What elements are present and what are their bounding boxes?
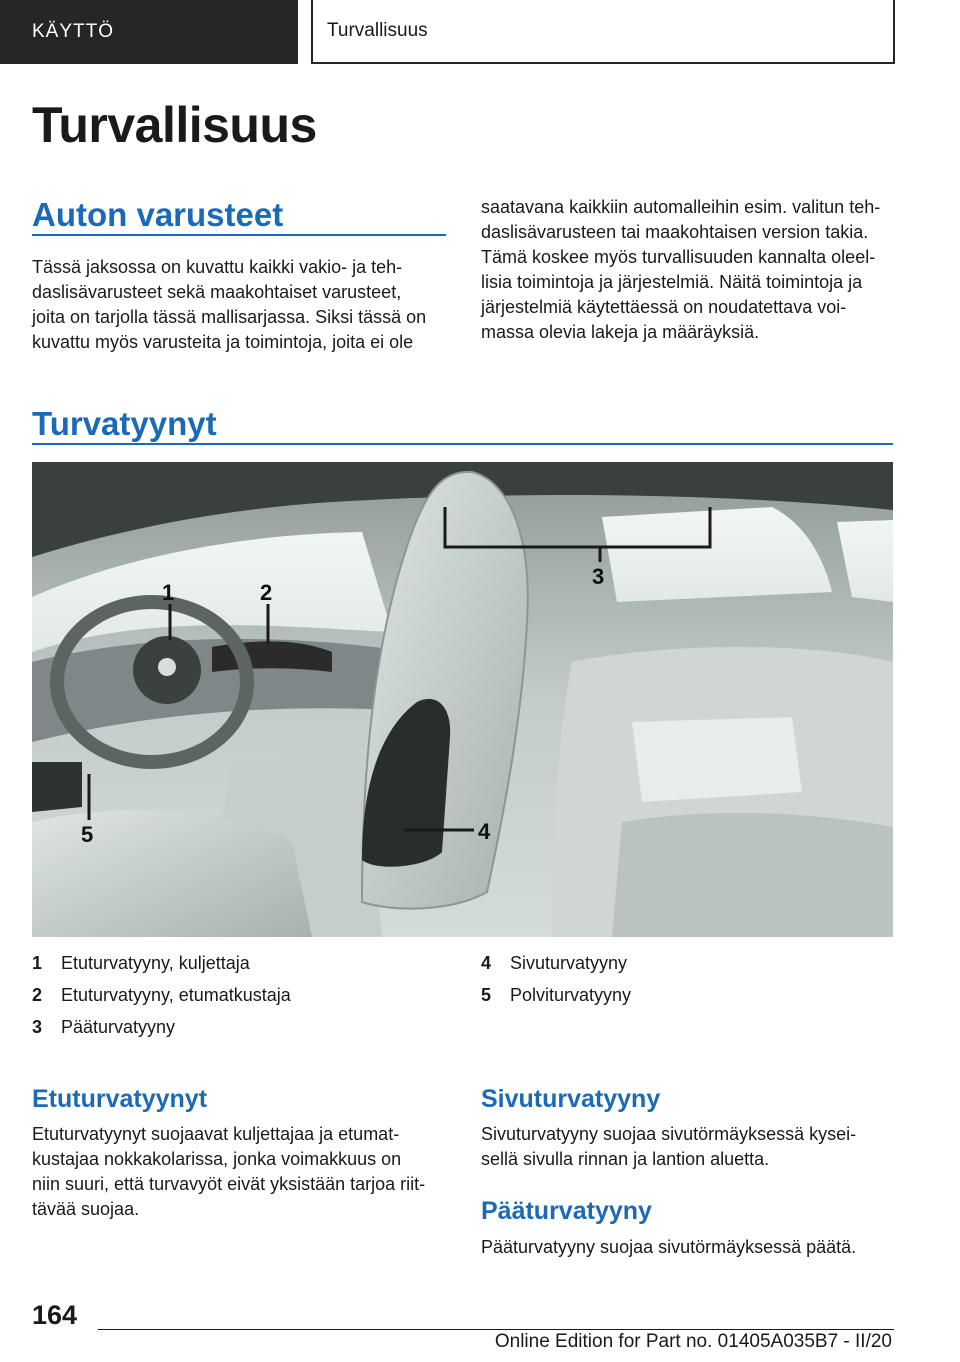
callout-2: 2 bbox=[260, 580, 273, 605]
callout-4: 4 bbox=[478, 819, 491, 844]
airbags-heading-rule bbox=[32, 443, 893, 445]
legend-num: 1 bbox=[32, 952, 43, 973]
legend-num: 2 bbox=[32, 984, 43, 1005]
head-airbag-text: Pääturvatyyny suojaa sivutörmäyksessä päätä. bbox=[481, 1237, 857, 1257]
legend-label: Etuturvatyyny, kuljettaja bbox=[61, 952, 250, 973]
legend-label: Sivuturvatyyny bbox=[510, 952, 628, 973]
side-airbag-heading: Sivuturvatyyny bbox=[481, 1085, 661, 1113]
page-title: Turvallisuus bbox=[32, 97, 317, 153]
side-airbag-text: Sivuturvatyyny suojaa sivutörmäyksessä kysei- sellä sivulla rinnan ja lantion aluetta. bbox=[481, 1124, 857, 1169]
callout-5: 5 bbox=[81, 822, 94, 847]
car-interior-illustration bbox=[32, 462, 893, 937]
airbags-heading: Turvatyynyt bbox=[32, 405, 217, 442]
legend-label: Polviturvatyyny bbox=[510, 984, 632, 1005]
legend-label: Pääturvatyyny bbox=[61, 1016, 176, 1037]
page-header bbox=[0, 0, 960, 66]
chapter-tab: Turvallisuus bbox=[311, 0, 895, 64]
legend-item bbox=[481, 979, 631, 1011]
legend-label: Etuturvatyyny, etumatkustaja bbox=[61, 984, 291, 1005]
front-airbags-text: Etuturvatyynyt suojaavat kuljettajaa ja etumat- kustajaa nokkakolarissa, jonka voimakkuus on niin suuri, että turvavyöt eivät yksistään tarjoa riit- tävää suojaa. bbox=[32, 1124, 426, 1219]
head-airbag-heading: Pääturvatyyny bbox=[481, 1197, 652, 1225]
figure-legend-right bbox=[481, 947, 631, 1011]
page-number: 164 bbox=[32, 1300, 78, 1330]
legend-num: 4 bbox=[481, 952, 492, 973]
figure-legend-left bbox=[32, 947, 291, 1043]
legend-item bbox=[481, 947, 631, 979]
airbag-locations-figure bbox=[32, 462, 893, 937]
legend-num: 5 bbox=[481, 984, 492, 1005]
front-airbags-heading: Etuturvatyynyt bbox=[32, 1085, 208, 1113]
footer-edition: Online Edition for Part no. 01405A035B7 - II/20 bbox=[494, 1331, 892, 1352]
legend-item bbox=[32, 947, 291, 979]
callout-3: 3 bbox=[592, 564, 605, 589]
callout-1: 1 bbox=[162, 580, 175, 605]
equipment-text-right: saatavana kaikkiin automalleihin esim. valitun teh- daslisävarusteen tai maakohtaisen version takia. Tämä koskee myös turvallisuuden kannalta oleel- lisia toimintoja ja järjestelmiä. Näitä toimintoja ja järjestelmiä käytettäessä on noudatettava voi- massa olevia lakeja ja määräyksiä. bbox=[481, 197, 881, 342]
footer-rule bbox=[98, 1329, 894, 1330]
legend-item bbox=[32, 979, 291, 1011]
equipment-heading: Auton varusteet bbox=[32, 196, 284, 233]
equipment-text-left: Tässä jaksossa on kuvattu kaikki vakio- ja teh- daslisävarusteet sekä maakohtaiset varusteet, joita on tarjolla tässä mallisarjassa. Siksi tässä on kuvattu myös varusteita ja toimintoja, joita ei ole bbox=[32, 257, 427, 352]
legend-num: 3 bbox=[32, 1016, 43, 1037]
section-tab: KÄYTTÖ bbox=[0, 0, 298, 64]
equipment-heading-rule bbox=[32, 234, 446, 236]
legend-item bbox=[32, 1011, 291, 1043]
